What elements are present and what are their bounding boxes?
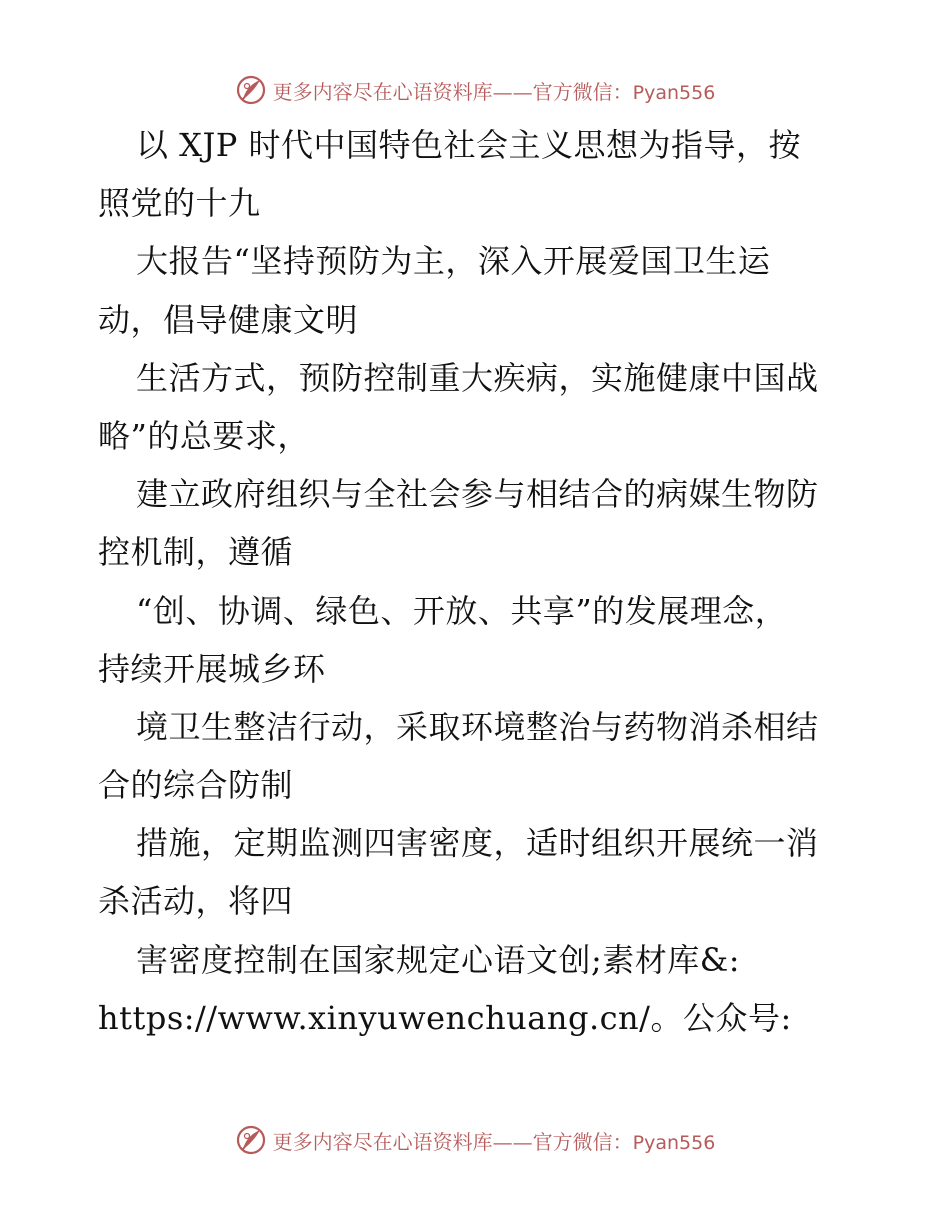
text-line: 略”的总要求， xyxy=(98,416,310,455)
text-line: 境卫生整洁行动，采取环境整治与药物消杀相结 xyxy=(136,707,819,746)
quill-logo-icon xyxy=(235,74,267,106)
footer-watermark xyxy=(0,1122,950,1158)
text-line: 以 XJP 时代中国特色社会主义思想为指导，按 xyxy=(136,126,801,164)
text-line: 持续开展城乡环 xyxy=(98,649,326,688)
text-line: 害密度控制在国家规定心语文创;素材库&: xyxy=(136,940,741,979)
watermark-text xyxy=(273,76,716,105)
watermark-wechat-label: 官方微信： xyxy=(532,1129,633,1154)
watermark-text xyxy=(273,1126,716,1155)
watermark-separator: —— xyxy=(492,1129,533,1154)
text-line: 动，倡导健康文明 xyxy=(98,300,359,339)
watermark-library: 更多内容尽在心语资料库 xyxy=(272,79,493,104)
watermark-handle: Pyan556 xyxy=(632,81,716,104)
text-line: 措施，定期监测四害密度，适时组织开展统一消 xyxy=(136,824,819,863)
text-line: 生活方式，预防控制重大疾病，实施健康中国战 xyxy=(136,358,819,397)
text-line: 大报告“坚持预防为主，深入开展爱国卫生运 xyxy=(136,242,771,281)
watermark-library: 更多内容尽在心语资料库 xyxy=(272,1129,493,1154)
text-line: https://www.xinyuwenchuang.cn/。公众号: xyxy=(98,998,792,1037)
text-line: 照党的十九 xyxy=(98,184,261,223)
quill-logo-icon xyxy=(235,1124,267,1156)
text-line: “创、协调、绿色、开放、共享”的发展理念， xyxy=(136,591,788,630)
header-watermark xyxy=(0,72,950,108)
text-line: 控机制，遵循 xyxy=(98,533,294,572)
text-line: 建立政府组织与全社会参与相结合的病媒生物防 xyxy=(136,475,819,514)
document-body xyxy=(98,116,858,1047)
watermark-separator: —— xyxy=(492,79,533,104)
watermark-handle: Pyan556 xyxy=(632,1131,716,1154)
text-line: 合的综合防制 xyxy=(98,766,294,805)
text-line: 杀活动，将四 xyxy=(98,882,294,921)
watermark-wechat-label: 官方微信： xyxy=(532,79,633,104)
